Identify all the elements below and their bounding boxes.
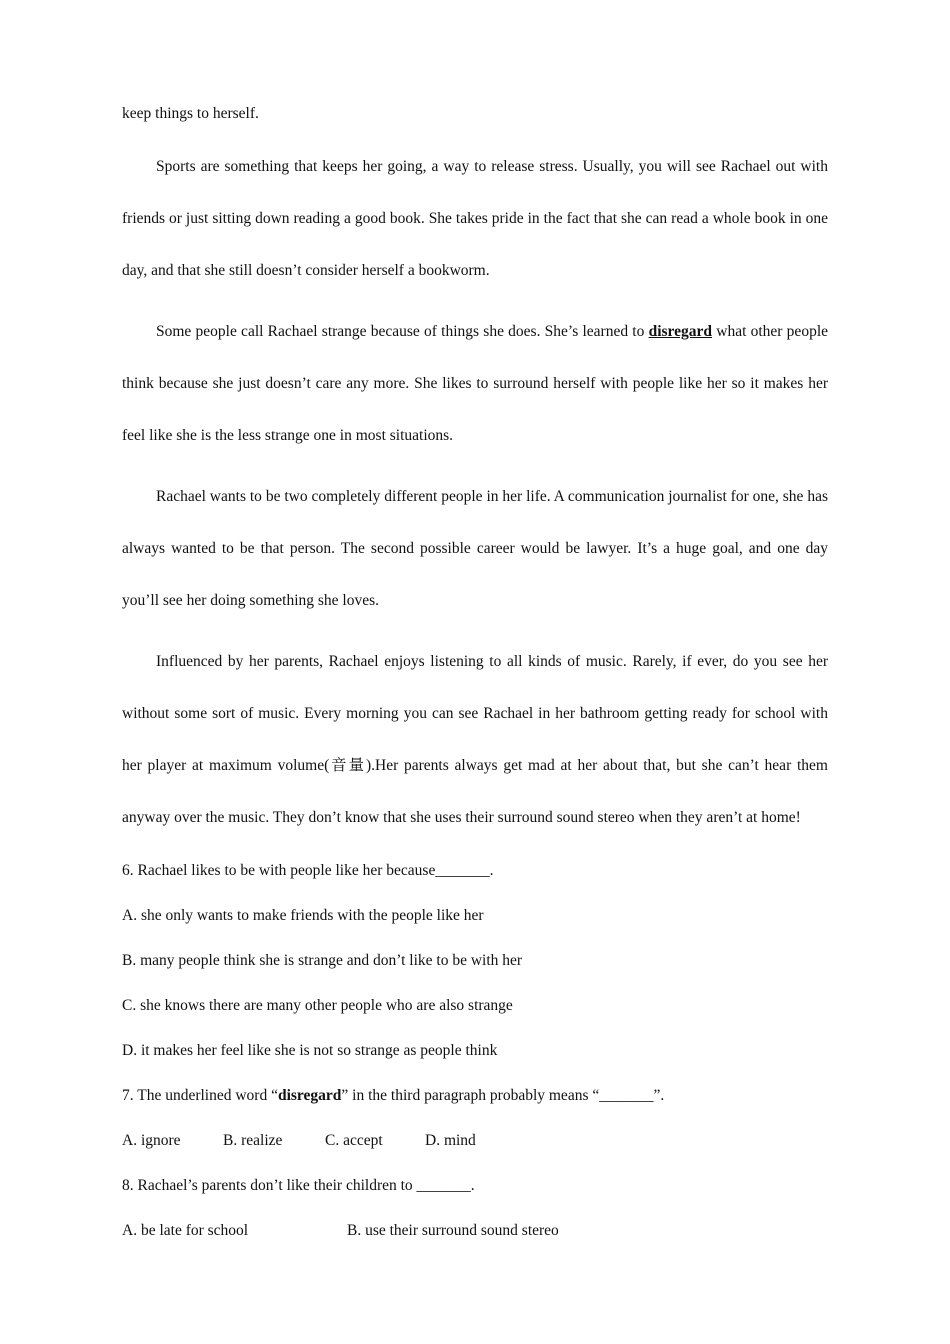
question-8-options <box>122 1213 828 1249</box>
question-7-option-d: D. mind <box>425 1132 476 1149</box>
underlined-keyword: disregard <box>648 323 713 340</box>
document-page <box>122 96 828 1249</box>
question-8-option-a: A. be late for school <box>122 1222 249 1239</box>
paragraph-music: Influenced by her parents, Rachael enjoys listening to all kinds of music. Rarely, if ever, do you see her without some sort of music. Every morning you can see Rachael in her bathroom getting ready for school with her player at maximum volume(音量).Her parents always get mad at her about that, but she can’t hear them anyway over the music. They don’t know that she uses their surround sound stereo when they aren’t at home! <box>122 653 828 826</box>
question-7-options <box>122 1123 828 1159</box>
question-7-stem-after: ” in the third paragraph probably means “_______”. <box>341 1087 665 1104</box>
question-6-stem: 6. Rachael likes to be with people like her because_______. <box>122 862 494 879</box>
question-7-stem <box>122 1078 828 1114</box>
lead-line: keep things to herself. <box>122 105 259 122</box>
question-6-option-a: A. she only wants to make friends with the people like her <box>122 907 484 924</box>
paragraph-sports: Sports are something that keeps her going, a way to release stress. Usually, you will see Rachael out with friends or just sitting down reading a good book. She takes pride in the fact that she can read a whole book in one day, and that she still doesn’t consider herself a bookworm. <box>122 158 828 279</box>
question-8-stem: 8. Rachael’s parents don’t like their children to _______. <box>122 1177 475 1194</box>
question-6-option-d: D. it makes her feel like she is not so strange as people think <box>122 1042 498 1059</box>
question-7-option-a: A. ignore <box>122 1132 181 1149</box>
paragraph-career: Rachael wants to be two completely different people in her life. A communication journalist for one, she has always wanted to be that person. The second possible career would be lawyer. It’s a huge goal, and one day you’ll see her doing something she loves. <box>122 488 828 609</box>
question-6-option-c: C. she knows there are many other people who are also strange <box>122 997 513 1014</box>
paragraph-strange-before: Some people call Rachael strange because of things she does. She’s learned to <box>156 323 649 340</box>
question-7-option-c: C. accept <box>325 1132 383 1149</box>
question-7-stem-before: 7. The underlined word “ <box>122 1087 278 1104</box>
paragraph-strange <box>122 306 828 462</box>
paragraph-strange-after: what other people think because she just doesn’t care any more. She likes to surround herself with people like her so it makes her feel like she is the less strange one in most situations. <box>122 323 828 444</box>
question-7-option-b: B. realize <box>223 1132 283 1149</box>
question-8-option-b: B. use their surround sound stereo <box>347 1222 559 1239</box>
question-7-keyword: disregard <box>277 1087 342 1104</box>
question-6-option-b: B. many people think she is strange and don’t like to be with her <box>122 952 523 969</box>
